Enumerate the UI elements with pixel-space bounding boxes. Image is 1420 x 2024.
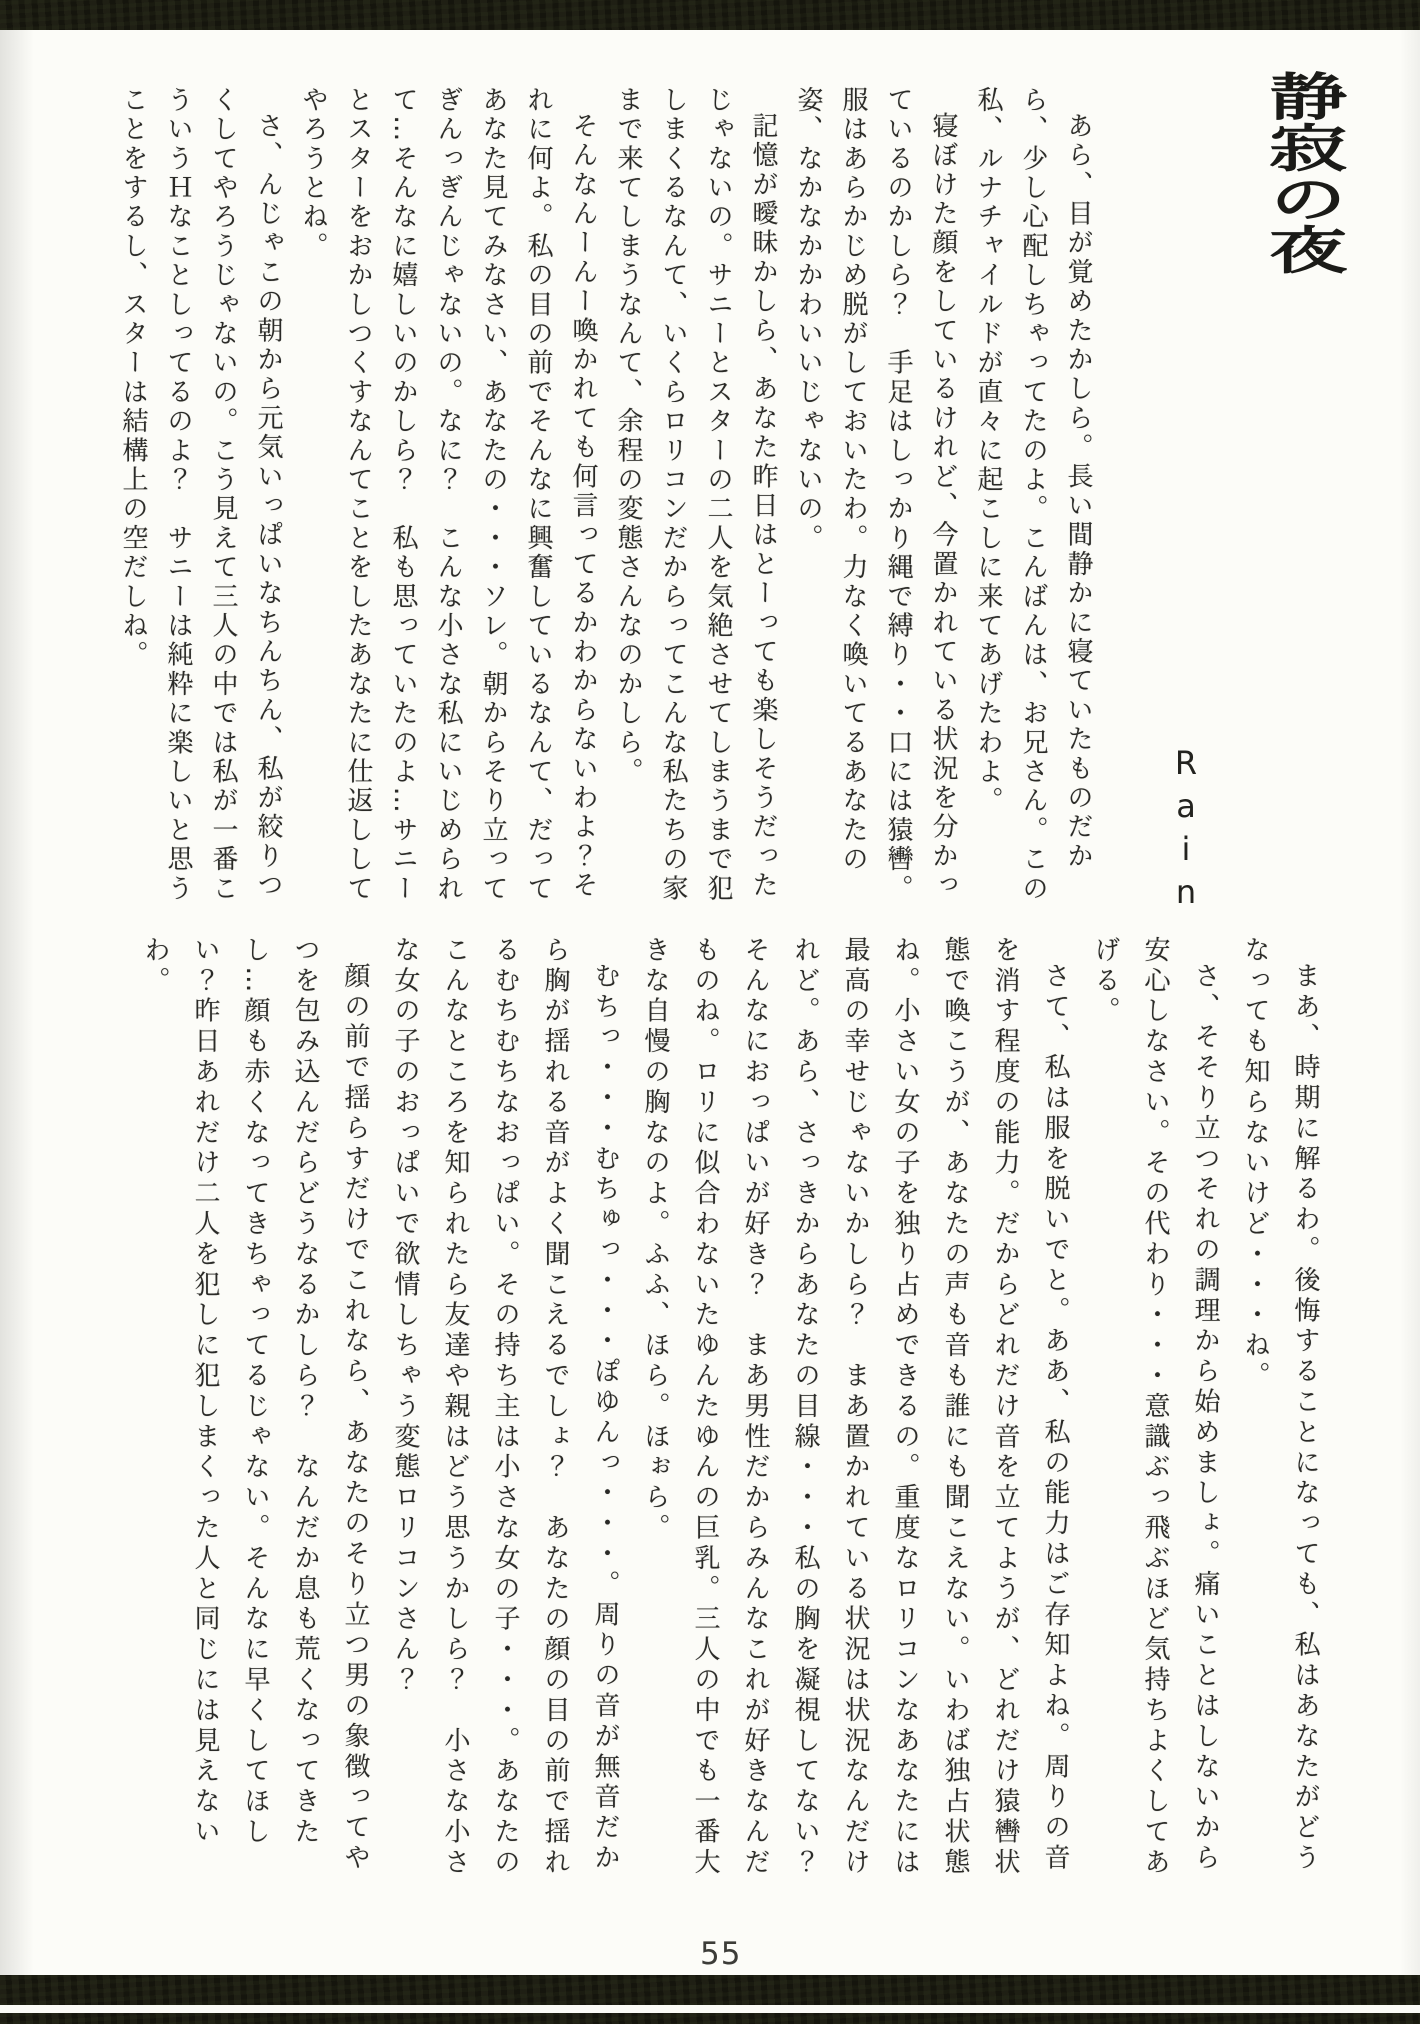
lower-text-block — [115, 936, 1330, 1881]
upper-text-block — [100, 86, 1100, 908]
author-name: Rain — [1167, 744, 1205, 916]
paragraph: 寝ぼけた顔をしているけれど、今置かれている状況を分かっているのかしら？ 手足はしっかり縄で縛り・・口には猿轡。服はあらかじめ脱がしておいたわ。力なく喚いてるあなたの姿、なかなかかわいいじゃないの。 — [793, 86, 958, 904]
paragraph: まあ、時期に解るわ。後悔することになっても、私はあなたがどうなっても知らないけど・・・ね。 — [1240, 936, 1320, 1874]
paragraph: そんなんーんー喚かれても何言ってるかわからないわよ？それに何よ。私の目の前でそんなに興奮しているなんて、だってあなた見てみなさい、あなたの・・・ソレ。朝からそり立ってぎんっぎんじゃないの。なに？ こんな小さな私にいじめられて…そんなに嬉しいのかしら？ 私も思っていたのよ…サニーとスターをおかしつくすなんてことをしたあなたに仕返ししてやろうとね。 — [298, 86, 598, 904]
top-black-bar — [0, 0, 1420, 30]
paragraph: あら、目が覚めたかしら。長い間静かに寝ていたものだから、少し心配しちゃってたのよ。こんばんは、お兄さん。この私、ルナチャイルドが直々に起こしに来てあげたわよ。 — [973, 86, 1093, 904]
bottom-edge-bar — [0, 2013, 1420, 2024]
paragraph: むちっ・・・むちゅっ・・・ぽゆんっ・・・。周りの音が無音だから胸が揺れる音がよく聞こえるでしょ？ あなたの顔の目の前で揺れるむちむちなおっぱい。その持ち主は小さな女の子・・・。あなたのこんなところを知られたら友達や親はどう思うかしら？ 小さな小さな女の子のおっぱいで欲情しちゃう変態ロリコンさん？ — [390, 936, 620, 1879]
page-number: 55 — [700, 1936, 742, 1972]
paragraph: 顔の前で揺らすだけでこれなら、あなたのそり立つ男の象徴ってやつを包み込んだらどうなるかしら？ なんだか息も荒くなってきたし…顔も赤くなってきちゃってるじゃない。そんなに早くしてほしい？昨日あれだけ二人を犯しに犯しまくった人と同じには見えないわ。 — [140, 936, 370, 1874]
paragraph: さ、そそり立つそれの調理から始めましょ。痛いことはしないから安心しなさい。その代わり・・・意識ぶっ飛ぶほど気持ちよくしてあげる。 — [1090, 936, 1220, 1879]
paragraph: さ、んじゃこの朝から元気いっぱいなちんちん、私が絞りつくしてやろうじゃないの。こう見えて三人の中では私が一番こういうＨなことしってるのよ？ サニーは純粋に楽しいと思うことをするし、スターは結構上の空だしね。 — [118, 86, 283, 904]
page-title: 静寂の夜 — [1255, 70, 1348, 275]
paragraph: 記憶が曖昧かしら、あなた昨日はとーっても楽しそうだったじゃないの。サニーとスターの二人を気絶させてしまうまで犯しまくるなんて、いくらロリコンだからってこんな私たちの家まで来てしまうなんて、余程の変態さんなのかしら。 — [613, 86, 778, 904]
bottom-black-bar — [0, 1975, 1420, 2005]
paragraph: さて、私は服を脱いでと。ああ、私の能力はご存知よね。周りの音を消す程度の能力。だからどれだけ音を立てようが、どれだけ猿轡状態で喚こうが、あなたの声も音も誰にも聞こえない。いわば独占状態ね。小さい女の子を独り占めできるの。重度なロリコンなあなたには最高の幸せじゃないかしら？ まあ置かれている状況は状況なんだけれど。あら、さっきからあなたの目線・・・私の胸を凝視してない？そんなにおっぱいが好き？ まあ男性だからみんなこれが好きなんだものね。ロリに似合わないたゆんたゆんの巨乳。三人の中でも一番大きな自慢の胸なのよ。ふふ、ほら。ほぉら。 — [640, 936, 1070, 1879]
